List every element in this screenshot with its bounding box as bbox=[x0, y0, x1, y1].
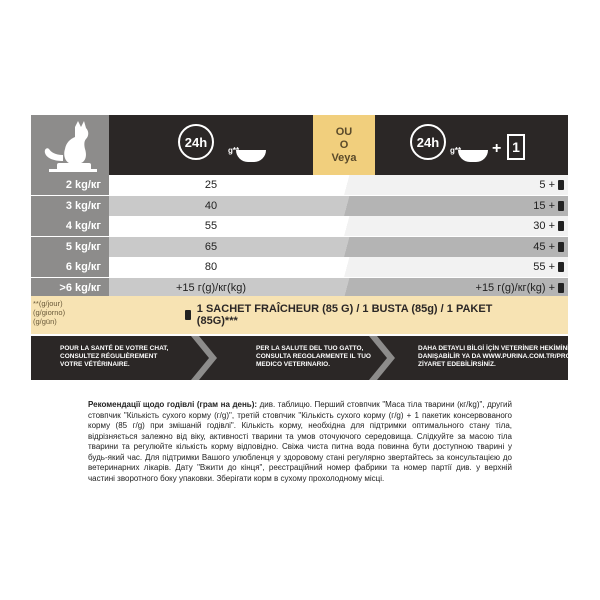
row-mixed-amount bbox=[313, 175, 568, 195]
sachet-note-text: 1 SACHET FRAÎCHEUR (85 G) / 1 BUSTA (85g) / 1 PAKET (85G)*** bbox=[196, 303, 493, 327]
row-mixed-amount-text: 5 + bbox=[539, 179, 555, 191]
clock-24h-icon: 24h bbox=[178, 124, 214, 160]
row-weight-label: 2 kg/кг bbox=[31, 175, 109, 195]
row-dry-amount: +15 г(g)/кг(kg) bbox=[109, 278, 313, 298]
vet-note-it bbox=[256, 345, 371, 369]
food-unit: g** bbox=[450, 146, 462, 155]
row-mixed-amount-text: 45 + bbox=[533, 240, 555, 253]
row-weight-label: 3 kg/кг bbox=[31, 196, 109, 216]
vet-note-it-line: PER LA SALUTE DEL TUO GATTO, bbox=[256, 345, 364, 352]
sachet-count: 1 bbox=[512, 139, 520, 155]
vet-note-tr-line: ZİYARET EDEBİLİRSİNİZ. bbox=[418, 361, 496, 368]
row-mixed-amount bbox=[313, 278, 568, 298]
vet-note-tr-line: DAHA DETAYLI BİLGİ İÇİN VETERİNER HEKİMİNİZE bbox=[418, 345, 578, 352]
bowl-icon bbox=[236, 150, 266, 162]
sachet-icon bbox=[185, 310, 191, 320]
row-dry-amount: 65 bbox=[109, 237, 313, 257]
header-mixed bbox=[375, 115, 568, 175]
feeding-instructions-title: Рекомендації щодо годівлі (грам на день): bbox=[88, 400, 258, 409]
plus-sign: + bbox=[492, 140, 502, 157]
row-weight-label: >6 kg/кг bbox=[31, 278, 109, 298]
row-mixed-amount bbox=[313, 196, 568, 216]
vet-note-fr-line: POUR LA SANTÉ DE VOTRE CHAT, bbox=[60, 345, 169, 352]
header-dry-clock bbox=[178, 124, 214, 160]
feeding-instructions bbox=[88, 400, 512, 484]
sachet-icon bbox=[558, 201, 564, 211]
row-mixed-amount-text: 55 + bbox=[533, 261, 555, 274]
or-tr: Veya bbox=[331, 151, 357, 164]
vet-note-fr-line: VOTRE VÉTÉRINAIRE. bbox=[60, 361, 130, 368]
vet-note-fr-line: CONSULTEZ RÉGULIÈREMENT bbox=[60, 353, 158, 360]
unit-note-it: (g/giorno) bbox=[33, 308, 66, 317]
or-it: O bbox=[339, 138, 349, 151]
bowl-icon bbox=[458, 150, 488, 162]
or-fr: OU bbox=[335, 125, 353, 138]
vet-note-it-line: CONSULTA REGOLARMENTE IL TUO bbox=[256, 353, 371, 360]
clock-24h-icon: 24h bbox=[410, 124, 446, 160]
sachet-icon bbox=[558, 242, 564, 252]
sachet-icon bbox=[507, 134, 525, 160]
row-mixed-amount bbox=[313, 216, 568, 236]
vet-note-fr bbox=[60, 345, 168, 369]
food-unit: g** bbox=[228, 146, 240, 155]
sachet-icon bbox=[558, 283, 564, 293]
sachet-icon bbox=[558, 221, 564, 231]
feeding-instructions-text: див. таблицю. Перший стовпчик "Маса тіла тварини (кг/kg)", другий стовпчик "Кількість сухого корму (г/g)", третій стовпчик "Кількість сухого корму (г/g) + 1 пакетик консервованого корму (85 г/g) при змішаній годівлі". Кількість корму, необхідна для підтримки оптимального стану тіла, відрізняється залежно від віку, активності тварини та умов оточуючого середовища. Слідкуйте за масою тіла тварини та регулюйте кількість корму відповідно. Свіжа чиста питна вода повинна бути доступною тварині у будь-який час. Для підтримки Вашого улюбленця у здоровому стані регулярно звертайтесь за консультацією до ветеринарних лікарів. Дату "Вжити до кінця", реєстраційний номер фабрики та номер партії див. у верхній частині зворотного боку упаковки. Зберігати корм в сухому прохолодному місці. bbox=[88, 400, 512, 483]
vet-note-tr bbox=[418, 345, 592, 369]
row-dry-amount: 55 bbox=[109, 216, 313, 236]
row-weight-label: 6 kg/кг bbox=[31, 257, 109, 277]
cat-on-scale-icon bbox=[37, 117, 97, 173]
vet-note-it-line: MEDICO VETERINARIO. bbox=[256, 361, 331, 368]
row-mixed-amount bbox=[313, 257, 568, 277]
sachet-note bbox=[185, 303, 525, 327]
unit-note-fr: **(g/jour) bbox=[33, 299, 63, 308]
row-mixed-amount-text: 30 + bbox=[533, 220, 555, 233]
vet-note-tr-line: DANIŞABİLİR YA DA WWW.PURINA.COM.TR/PROPLAN'I bbox=[418, 353, 592, 360]
row-mixed-amount-text: +15 г(g)/кг(kg) + bbox=[475, 282, 555, 294]
row-mixed-amount bbox=[313, 237, 568, 257]
header-mixed-clock bbox=[410, 124, 446, 160]
sachet-icon bbox=[558, 262, 564, 272]
row-dry-amount: 80 bbox=[109, 257, 313, 277]
unit-notes bbox=[33, 299, 65, 326]
sachet-icon bbox=[558, 180, 564, 190]
row-dry-amount: 25 bbox=[109, 175, 313, 195]
header-cat-cell bbox=[31, 115, 109, 175]
header-or bbox=[313, 115, 375, 175]
row-weight-label: 4 kg/кг bbox=[31, 216, 109, 236]
row-mixed-amount-text: 15 + bbox=[533, 199, 555, 212]
row-weight-label: 5 kg/кг bbox=[31, 237, 109, 257]
unit-note-tr: (g/gün) bbox=[33, 317, 57, 326]
row-dry-amount: 40 bbox=[109, 196, 313, 216]
